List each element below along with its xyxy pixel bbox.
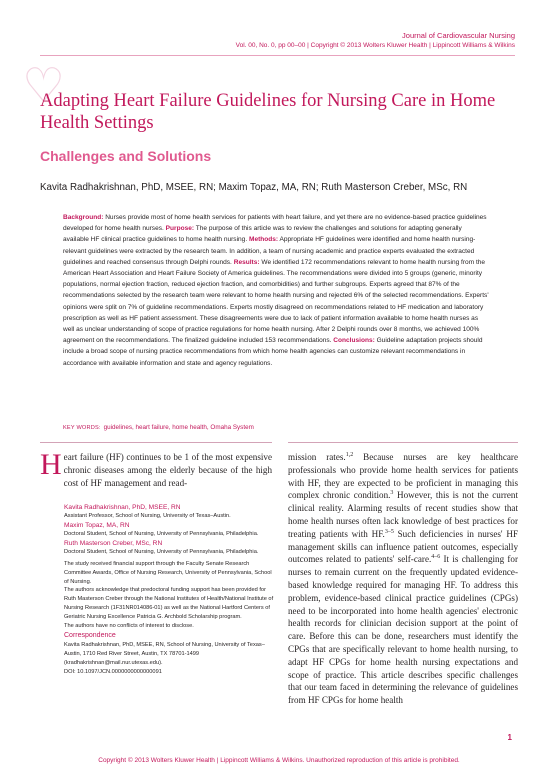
keywords-label: KEY WORDS:: [63, 425, 101, 431]
conclusions-text: Guideline adaptation projects should include a broad scope of nursing practice recommendations from which home health agencies can customize relevant recommendations in accordance with available information and state and agency regulations.: [63, 337, 483, 367]
methods-text: Appropriate HF guidelines were identified and home health nursing-relevant guidelines were extracted by the research team. In addition, a team of nursing academic and practice experts evaluated the extracted guidelines and reached consensus through Delphi rounds.: [63, 236, 476, 266]
citation: 3–5: [384, 528, 394, 535]
author3-name: Ruth Masterson Creber, MSc, RN: [64, 539, 163, 547]
background-label: Background:: [63, 214, 104, 221]
body-right-column: [288, 451, 518, 707]
body-text: mission rates.: [288, 452, 346, 462]
body-left-column: [40, 448, 272, 489]
doi: DOI: 10.1097/JCN.0000000000000091: [64, 668, 162, 675]
drop-cap: H: [40, 448, 62, 481]
correspondence-text: Kavita Radhakrishnan, PhD, MSEE, RN, School of Nursing, University of Texas–Austin, 1710 Red River Street, Austin, TX 78701-1499 (kradhakrishnan@mail.nur.utexas.edu).: [64, 641, 265, 666]
article-subtitle: Challenges and Solutions: [40, 148, 212, 164]
keywords-text: guidelines, heart failure, home health, Omaha System: [103, 424, 254, 431]
journal-header: [236, 31, 515, 51]
author1-name: Kavita Radhakrishnan, PhD, MSEE, RN: [64, 504, 181, 511]
copyright-footer: Copyright © 2013 Wolters Kluwer Health | Lippincott Williams & Wilkins. Unauthorized reproduction of this article is prohibited.: [98, 757, 460, 764]
header-rule: [40, 55, 515, 56]
heart-watermark-icon: ♡: [22, 58, 66, 114]
author1-affiliation: Assistant Professor, School of Nursing, University of Texas–Austin.: [64, 513, 231, 519]
methods-label: Methods:: [248, 236, 279, 244]
author-list: Kavita Radhakrishnan, PhD, MSEE, RN; Maxim Topaz, MA, RN; Ruth Masterson Creber, MSc, RN: [40, 182, 468, 193]
body-text: However, this is not the current clinical reality. Alarming results of recent studies show that home health nurses often lack knowledge of best practices for treating patients with HF.: [288, 490, 518, 539]
citation: 4–6: [431, 554, 441, 561]
keywords: [63, 424, 254, 431]
body-text: Such deficiencies in nurses' HF management skills can influence patient outcomes, especially outcomes related to patients' self-care.: [288, 528, 518, 565]
intro-text: eart failure (HF) continues to be 1 of the most expensive chronic diseases among the elderly because of the high cost of HF management and read-: [63, 452, 272, 488]
page-number: 1: [507, 733, 512, 742]
article-title: Adapting Heart Failure Guidelines for Nursing Care in Home Health Settings: [40, 91, 496, 133]
body-text: Because nurses are key healthcare professionals who provide home health services for patients with HF, they are expected to be proficient in managing this complex chronic condition.: [288, 452, 518, 501]
results-label: Results:: [233, 258, 260, 266]
author2-affiliation: Doctoral Student, School of Nursing, University of Pennsylvania, Philadelphia.: [64, 530, 259, 537]
journal-name: Journal of Cardiovascular Nursing: [402, 31, 515, 40]
correspondence-label: Correspondence: [64, 631, 116, 639]
citation: 3: [390, 490, 394, 497]
background-text: Nurses provide most of home health services for patients with heart failure, and yet there are no evidence-based practice guidelines developed for home health nurses.: [63, 214, 487, 233]
issue-line: Vol. 00, No. 0, pp 00–00 | Copyright © 2013 Wolters Kluwer Health | Lippincott Williams & Wilkins: [235, 42, 515, 49]
author3-affiliation: Doctoral Student, School of Nursing, University of Pennsylvania, Philadelphia.: [64, 548, 259, 555]
left-column-rule: [40, 442, 272, 443]
funding-note: The study received financial support through the Faculty Senate Research Committee Awards, Office of Nursing Research, University of Pennsylvania, School of Nursing.: [64, 560, 272, 585]
abstract: [63, 212, 489, 369]
conclusions-label: Conclusions:: [333, 337, 375, 345]
right-column-rule: [288, 442, 518, 443]
purpose-label: Purpose:: [165, 225, 195, 233]
author2-name: Maxim Topaz, MA, RN: [64, 521, 130, 529]
acknowledgment-note: The authors acknowledge that predoctoral funding support has been provided for Ruth Masterson Creber through the National Institutes of Health/National Institute of Nursing Research (1F31NR014086-01) as well as the National Hartford Centers of Geriatric Nursing Excellence Patricia G. Archbold Scholarship program.: [64, 587, 274, 621]
purpose-text: The purpose of this article was to review the challenges and solutions for adapting generally available HF clinical practice guidelines to home health nursing.: [63, 225, 462, 244]
citation: 1,2: [345, 451, 354, 458]
body-text: It is challenging for nurses to remain current on the frequently updated evidence-based knowledge required for managing HF. To address this problem, evidence-based clinical practice guidelines (CPGs) need to be incorporated into home health agencies' electronic health records for clinician decision support at the point of care. Before this can be done, researchers must identify the CPGs that are specifically relevant to home health nursing, to adapt HF CPGs for home health nursing expectations and scope of practice. This article describes specific challenges that our team faced in determining the relevance of guidelines from HF CPGs for home health: [288, 554, 518, 706]
results-text: We identified 172 recommendations relevant to home health nursing from the American Heart Association and Heart Failure Society of America guidelines. The recommendations were divided into 5 groups (generic, minority populations, normal ejection fraction, reduced ejection fraction, and comorbidities) and further subgroups. Experts agreed that 87% of the recommendations selected by the research team were relevant to home health nursing and rejected 6% of the selected recommendations. Experts' opinions were split on 7% of guideline recommendations. Experts mostly disagreed on recommendations related to HF medication and laboratory prescription as well as HF patient assessment. These disagreements were due to lack of patient information available to home health nurses as well as unclear understanding of scope of practice regulations for home health nursing. After 2 Delphi rounds over 8 months, we achieved 100% agreement on the recommendations. The finalized guideline included 153 recommendations.: [63, 258, 489, 345]
author-affiliations: [64, 503, 274, 677]
conflict-note: The authors have no conflicts of interest to disclose.: [64, 623, 194, 630]
